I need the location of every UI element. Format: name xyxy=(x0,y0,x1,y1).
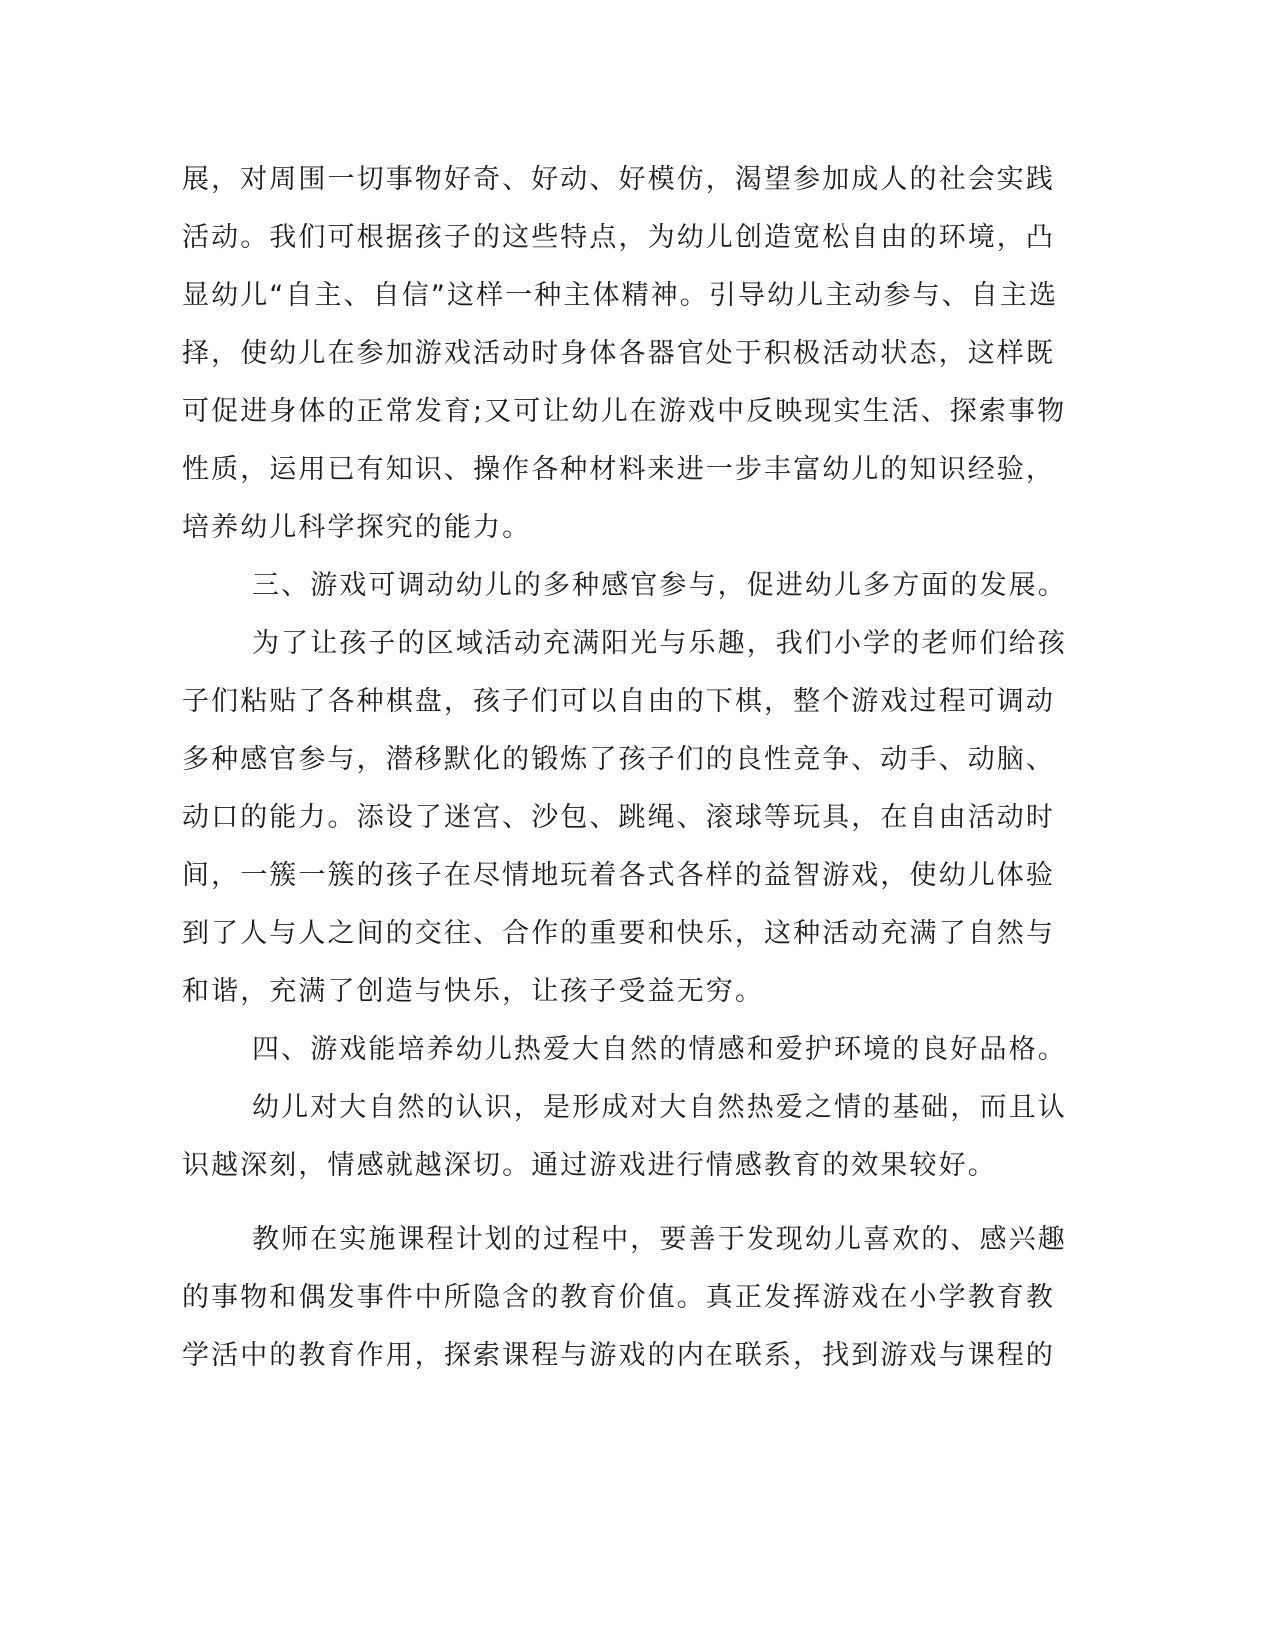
text-line: 可促进身体的正常发育;又可让幼儿在游戏中反映现实生活、探索事物 xyxy=(182,396,1067,427)
text-line: 和谐，充满了创造与快乐，让孩子受益无穷。 xyxy=(182,976,764,1007)
text-line: 培养幼儿科学探究的能力。 xyxy=(182,512,532,543)
text-line: 性质，运用已有知识、操作各种材料来进一步丰富幼儿的知识经验， xyxy=(182,454,1055,485)
section-heading: 四、游戏能培养幼儿热爱大自然的情感和爱护环境的良好品格。 xyxy=(252,1034,1067,1065)
text-line: 到了人与人之间的交往、合作的重要和快乐，这种活动充满了自然与 xyxy=(182,918,1055,949)
text-line: 动口的能力。添设了迷宫、沙包、跳绳、滚球等玩具，在自由活动时 xyxy=(182,802,1055,833)
text-line: 展，对周围一切事物好奇、好动、好模仿，渴望参加成人的社会实践 xyxy=(182,164,1055,195)
text-line: 教师在实施课程计划的过程中，要善于发现幼儿喜欢的、感兴趣 xyxy=(252,1224,1067,1255)
text-line: 学活中的教育作用，探索课程与游戏的内在联系，找到游戏与课程的 xyxy=(182,1340,1055,1371)
text-line: 识越深刻，情感就越深切。通过游戏进行情感教育的效果较好。 xyxy=(182,1150,997,1181)
section-heading: 三、游戏可调动幼儿的多种感官参与，促进幼儿多方面的发展。 xyxy=(252,570,1067,601)
text-line: 择，使幼儿在参加游戏活动时身体各器官处于积极活动状态，这样既 xyxy=(182,338,1055,369)
text-line: 多种感官参与，潜移默化的锻炼了孩子们的良性竞争、动手、动脑、 xyxy=(182,744,1055,775)
text-line: 活动。我们可根据孩子的这些特点，为幼儿创造宽松自由的环境，凸 xyxy=(182,222,1055,253)
text-line: 子们粘贴了各种棋盘，孩子们可以自由的下棋，整个游戏过程可调动 xyxy=(182,686,1055,717)
text-line: 显幼儿“自主、自信”这样一种主体精神。引导幼儿主动参与、自主选 xyxy=(182,280,1059,311)
text-line: 的事物和偶发事件中所隐含的教育价值。真正发挥游戏在小学教育教 xyxy=(182,1282,1055,1313)
text-line: 幼儿对大自然的认识，是形成对大自然热爱之情的基础，而且认 xyxy=(252,1092,1067,1123)
text-line: 间，一簇一簇的孩子在尽情地玩着各式各样的益智游戏，使幼儿体验 xyxy=(182,860,1055,891)
text-line: 为了让孩子的区域活动充满阳光与乐趣，我们小学的老师们给孩 xyxy=(252,628,1067,659)
